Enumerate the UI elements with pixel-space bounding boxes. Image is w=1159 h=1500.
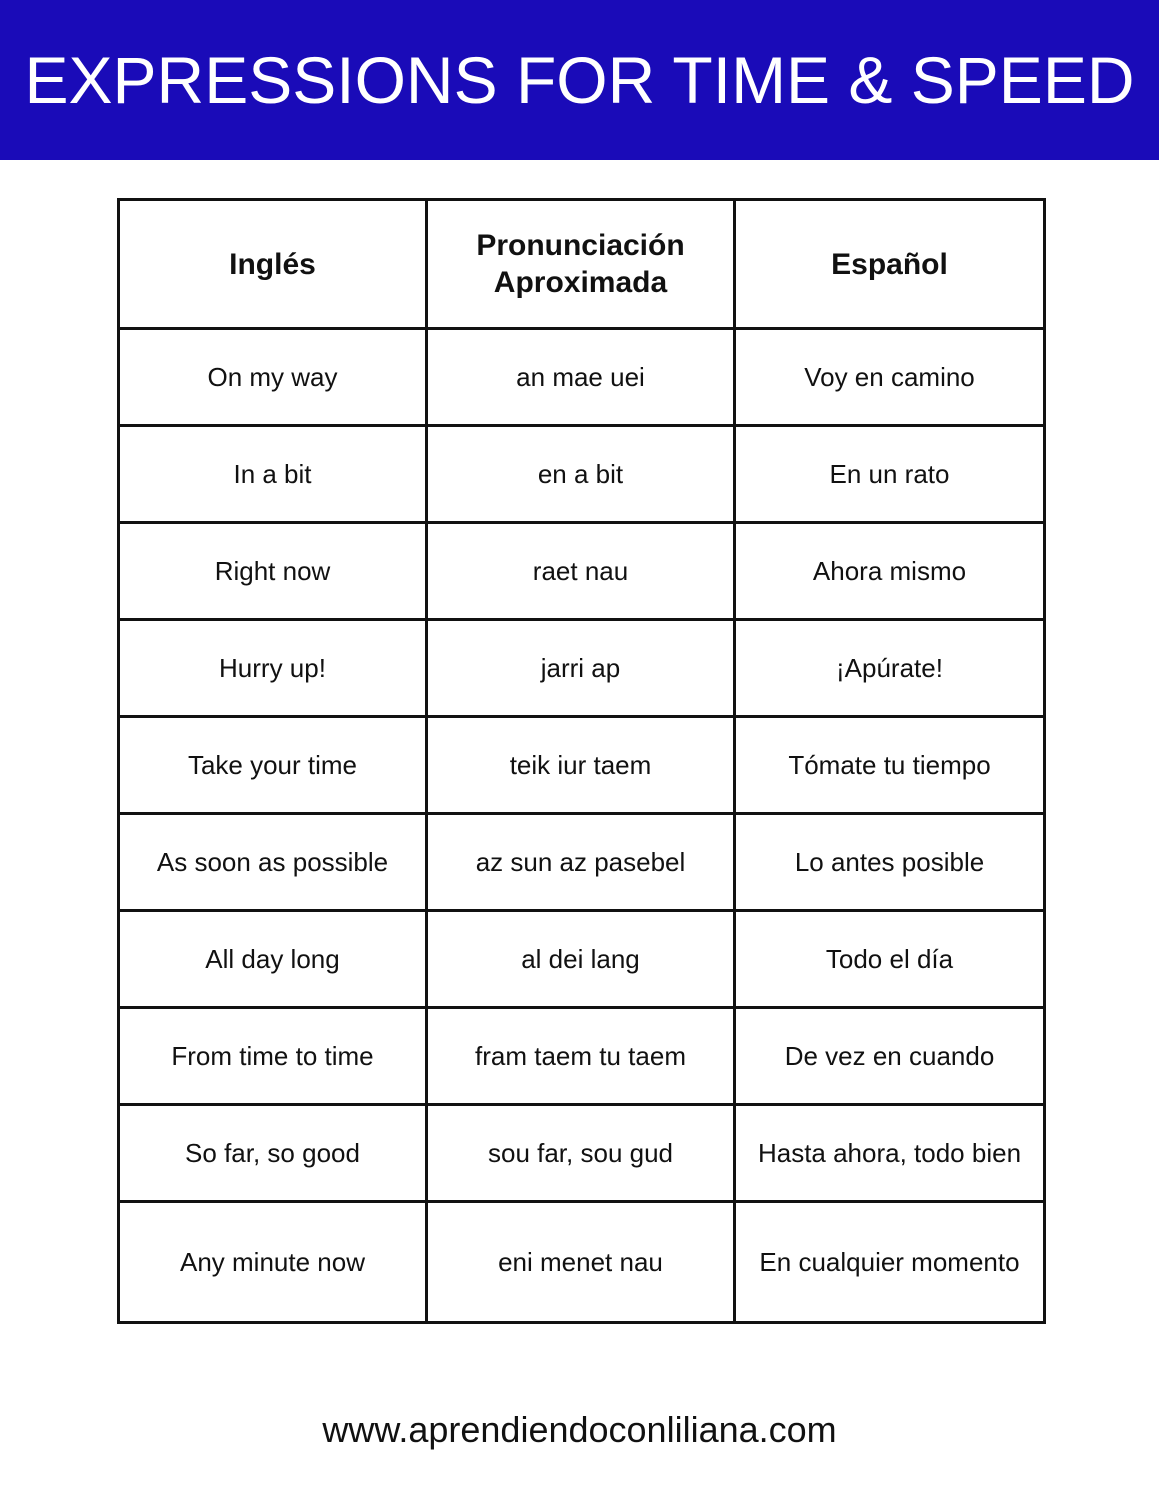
table-row [119, 814, 1045, 911]
cell-pronunciation: teik iur taem [427, 717, 735, 814]
cell-english: Hurry up! [119, 620, 427, 717]
cell-pronunciation: jarri ap [427, 620, 735, 717]
cell-english: From time to time [119, 1008, 427, 1105]
cell-spanish: Voy en camino [735, 329, 1045, 426]
cell-english: Take your time [119, 717, 427, 814]
header-english: Inglés [119, 200, 427, 329]
table-row [119, 717, 1045, 814]
cell-english: Right now [119, 523, 427, 620]
cell-pronunciation: raet nau [427, 523, 735, 620]
table-row [119, 523, 1045, 620]
header-pronunciation: Pronunciación Aproximada [427, 200, 735, 329]
cell-english: On my way [119, 329, 427, 426]
table-row [119, 426, 1045, 523]
cell-english: Any minute now [119, 1202, 427, 1323]
table-row [119, 329, 1045, 426]
table-row [119, 1105, 1045, 1202]
cell-spanish: Tómate tu tiempo [735, 717, 1045, 814]
cell-spanish: Todo el día [735, 911, 1045, 1008]
cell-pronunciation: sou far, sou gud [427, 1105, 735, 1202]
table-header-row [119, 200, 1045, 329]
cell-pronunciation: an mae uei [427, 329, 735, 426]
cell-spanish: En un rato [735, 426, 1045, 523]
cell-english: All day long [119, 911, 427, 1008]
cell-pronunciation: en a bit [427, 426, 735, 523]
title-banner [0, 0, 1159, 160]
table-row [119, 911, 1045, 1008]
cell-pronunciation: az sun az pasebel [427, 814, 735, 911]
cell-pronunciation: fram taem tu taem [427, 1008, 735, 1105]
cell-spanish: ¡Apúrate! [735, 620, 1045, 717]
header-spanish: Español [735, 200, 1045, 329]
footer-website-url: www.aprendiendoconliliana.com [322, 1409, 837, 1450]
cell-spanish: Ahora mismo [735, 523, 1045, 620]
cell-pronunciation: eni menet nau [427, 1202, 735, 1323]
cell-english: In a bit [119, 426, 427, 523]
table-row [119, 1008, 1045, 1105]
cell-pronunciation: al dei lang [427, 911, 735, 1008]
cell-spanish: En cualquier momento [735, 1202, 1045, 1323]
table-row [119, 620, 1045, 717]
table-row [119, 1202, 1045, 1323]
page-title: EXPRESSIONS FOR TIME & SPEED [24, 43, 1135, 117]
cell-english: So far, so good [119, 1105, 427, 1202]
cell-spanish: Lo antes posible [735, 814, 1045, 911]
cell-english: As soon as possible [119, 814, 427, 911]
cell-spanish: De vez en cuando [735, 1008, 1045, 1105]
cell-spanish: Hasta ahora, todo bien [735, 1105, 1045, 1202]
vocabulary-table [117, 198, 1046, 1324]
